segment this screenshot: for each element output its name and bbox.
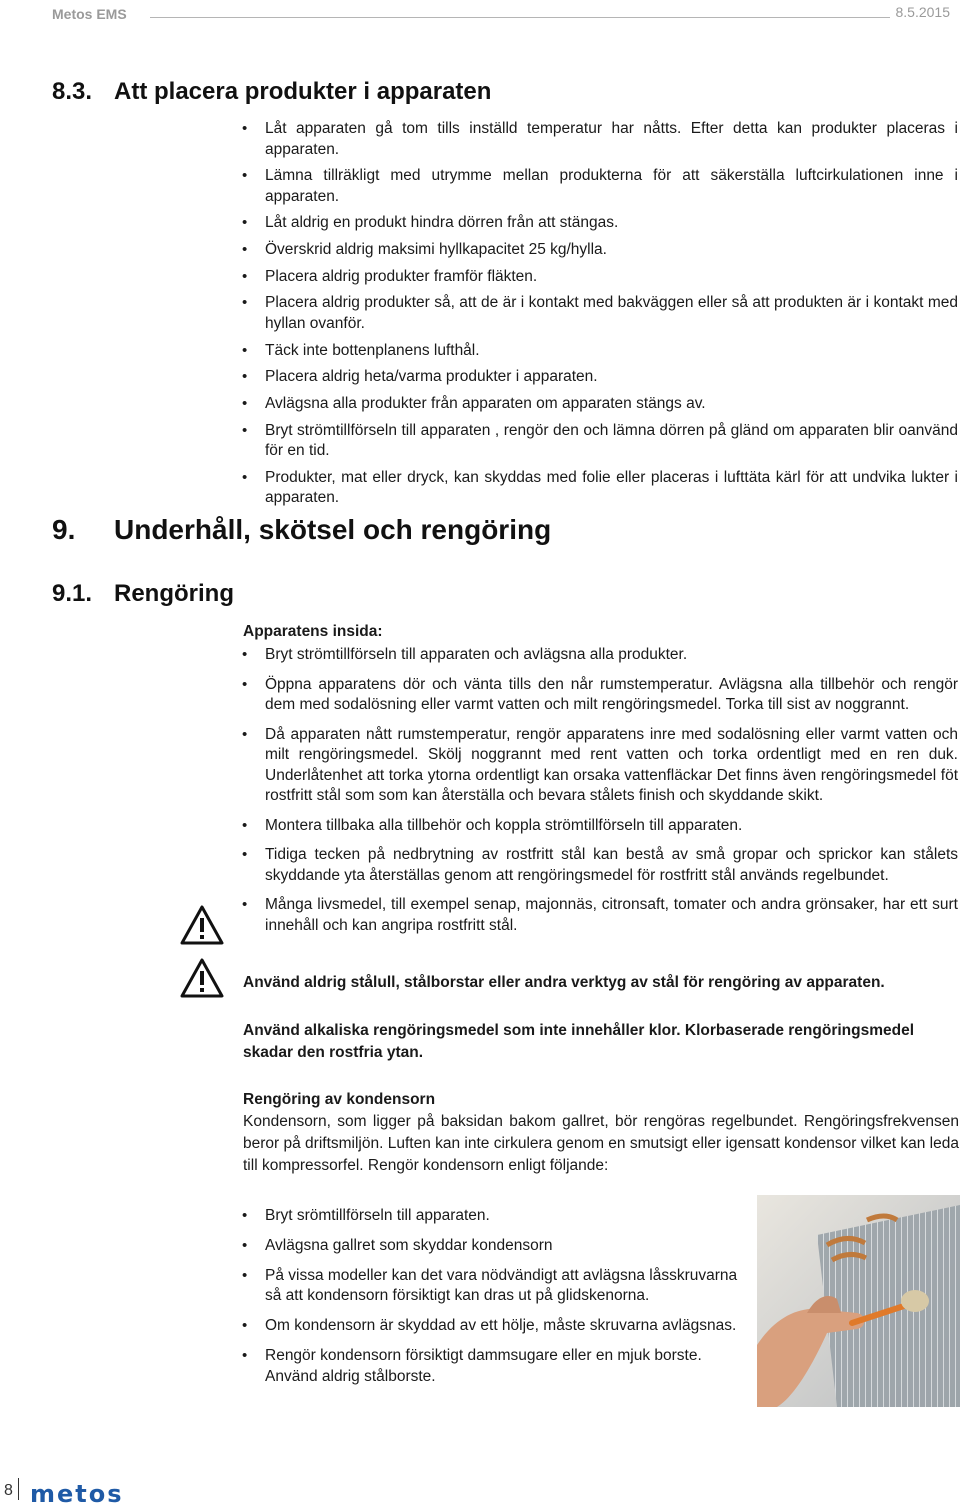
page-number: 8 (4, 1482, 13, 1499)
section-title: Underhåll, skötsel och rengöring (114, 514, 552, 545)
warning-chlorine: Använd alkaliska rengöringsmedel som inte innehåller klor. Klorbaserade rengöringsmedel skadar den rostfria ytan. (243, 1022, 915, 1061)
list-item: • Montera tillbaka alla tillbehör och koppla strömtillförseln till apparaten. (242, 816, 958, 837)
section-title: Rengöring (114, 580, 234, 607)
list-item: • Avlägsna alla produkter från apparaten om apparaten stängs av. (242, 394, 958, 415)
metos-logo: metos (30, 1480, 124, 1508)
placement-list (242, 119, 958, 515)
list-item: • Många livsmedel, till exempel senap, majonnäs, citronsaft, tomater och andra grönsaker, har ett surt innehåll och kan angripa rostfritt stål. (242, 895, 958, 936)
list-item: • Då apparaten nått rumstemperatur, rengör apparatens inre med sodalösning eller varmt vatten och milt rengöringsmedel. Skölj noggrannt med rent vatten och torka ordentligt med en ren duk. Underlåtenhet att torka ytorna ordentligt kan orsaka vattenfläckar Det finns även rengöringsmedel föt rostfritt stål som som kan återställa och bevara stålets finish och skyddande skikt. (242, 725, 958, 807)
list-item: • Lämna tillräkligt med utrymme mellan produkterna för att säkerställa luftcirkulationen inne i apparaten. (242, 166, 958, 207)
section-number: 9. (52, 514, 76, 545)
list-item: • På vissa modeller kan det vara nödvändigt att avlägsna låsskruvarna så att kondensorn försiktigt kan dras ut på glidskenorna. (242, 1266, 742, 1307)
section-number: 9.1. (52, 580, 93, 607)
condenser-heading: Rengöring av kondensorn (243, 1091, 436, 1108)
list-item: • Täck inte bottenplanens lufthål. (242, 341, 958, 362)
list-item: • Placera aldrig produkter så, att de är i kontakt med bakväggen eller så att produkten är i kontakt med hyllan ovanför. (242, 293, 958, 334)
condenser-steps-list (242, 1206, 742, 1396)
list-item: • Låt apparaten gå tom tills inställd temperatur har nåtts. Efter detta kan produkter placeras i apparaten. (242, 119, 958, 160)
inside-cleaning-list (242, 645, 958, 945)
list-item: • Om kondensorn är skyddad av ett hölje, måste skruvarna avlägsnas. (242, 1316, 742, 1337)
section-heading-9-1 (52, 580, 234, 608)
condenser-paragraph: Kondensorn, som ligger på baksidan bakom gallret, bör rengöras regelbundet. Rengöringsfrekvensen beror på driftsmiljön. Luften kan inte cirkulera genom en smutsigt eller igensatt kondensor vilket kan leda till kompressorfel. Rengör kondensorn enligt följande: (243, 1113, 959, 1174)
list-item: • Bryt strömtillförseln till apparaten och avlägsna alla produkter. (242, 645, 958, 666)
list-item: • Avlägsna gallret som skyddar kondensorn (242, 1236, 742, 1257)
list-item: • Bryt strömtillförseln till apparaten , rengör den och lämna dörren på gländ om apparaten blir oanvänd för en tid. (242, 421, 958, 462)
footer-divider (18, 1478, 19, 1500)
section-heading-8-3 (52, 78, 491, 106)
list-item: • Tidiga tecken på nedbrytning av rostfritt stål kan bestå av små gropar och sprickor kan stålets skyddande yta återställas genom att rengöringsmedel för rostfritt stål används regelbundet. (242, 845, 958, 886)
section-number: 8.3. (52, 78, 93, 105)
condenser-cleaning-photo (757, 1195, 960, 1407)
header-brand: Metos EMS (52, 6, 127, 22)
list-item: • Öppna apparatens dör och vänta tills den når rumstemperatur. Avlägsna alla tillbehör och rengör dem med sodalösning eller varmt vatten och milt rengöringsmedel. Torka till sist av noggrannt. (242, 675, 958, 716)
list-item: • Produkter, mat eller dryck, kan skyddas med folie eller placeras i lufttäta kärl för att undvika lukter i apparaten. (242, 468, 958, 509)
list-item: • Låt aldrig en produkt hindra dörren från att stängas. (242, 213, 958, 234)
warning-triangle-icon (180, 958, 224, 998)
list-item: • Rengör kondensorn försiktigt dammsugare eller en mjuk borste. Använd aldrig stålborste. (242, 1346, 742, 1387)
list-item: • Placera aldrig produkter framför fläkten. (242, 267, 958, 288)
section-heading-9 (52, 514, 551, 546)
warning-steel-tools: Använd aldrig stålull, stålborstar eller andra verktyg av stål för rengöring av apparaten. (243, 974, 885, 991)
section-title: Att placera produkter i apparaten (114, 78, 492, 105)
list-item: • Placera aldrig heta/varma produkter i apparaten. (242, 367, 958, 388)
header-divider (150, 17, 890, 18)
inside-heading: Apparatens insida: (243, 623, 383, 640)
list-item: • Överskrid aldrig maksimi hyllkapacitet 25 kg/hylla. (242, 240, 958, 261)
header-date: 8.5.2015 (895, 4, 950, 20)
list-item: • Bryt srömtillförseln till apparaten. (242, 1206, 742, 1227)
warning-triangle-icon (180, 905, 224, 945)
